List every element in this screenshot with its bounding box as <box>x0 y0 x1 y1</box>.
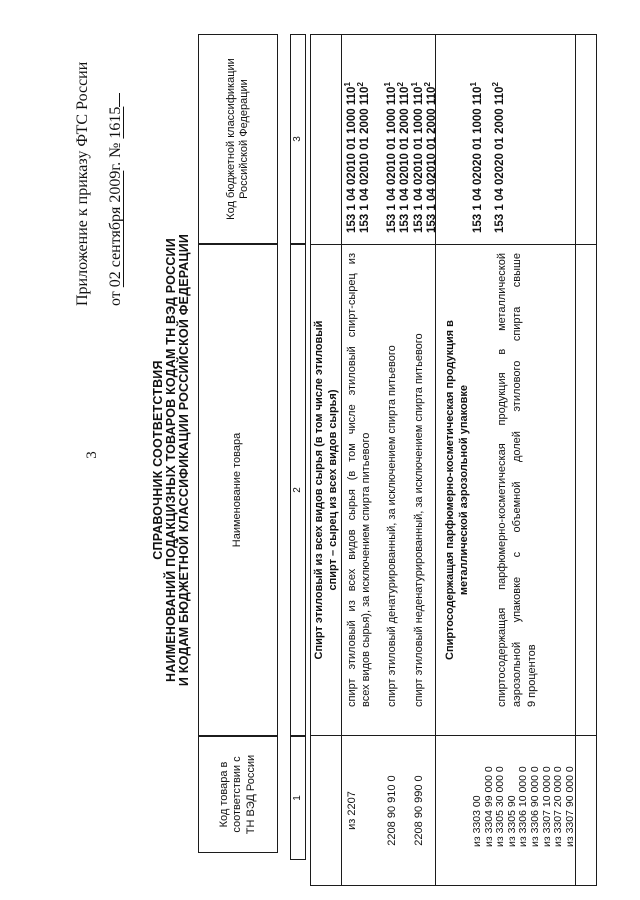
title-line3: И КОДАМ БЮДЖЕТНОЙ КЛАССИФИКАЦИИ РОССИЙСКОЙ ФЕДЕРАЦИИ <box>177 233 191 687</box>
budget-code-line <box>343 35 359 233</box>
product-name-line: спирт этиловый денатурированный, за исключением спирта питьевого <box>386 345 398 707</box>
tn-code-line: из 3305 90 <box>505 795 518 847</box>
column-number-3 <box>290 34 306 244</box>
empty-cell <box>576 736 596 885</box>
section1-header-row <box>311 35 341 885</box>
product-name-line: спиртосодержащая парфюмерно-косметическая продукция в металлической <box>496 253 508 707</box>
header-cell-name-label: Наименование товара <box>231 432 244 548</box>
footnote-mark: 1 <box>383 82 393 87</box>
budget-code-cell <box>383 35 411 244</box>
empty-row <box>575 35 596 885</box>
title-line1: СПРАВОЧНИК СООТВЕТСТВИЯ <box>151 360 165 560</box>
tn-code-line: из 3307 20 000 0 <box>552 766 565 847</box>
column-number-label: 2 <box>292 487 303 493</box>
underline-extension <box>105 93 120 107</box>
header-cell-tn-line: соответствии с <box>231 756 244 833</box>
header-cell-tn-line: Код товара в <box>217 761 230 828</box>
header-cell-budget-line: Российской Федерации <box>238 79 250 199</box>
annex-date: 02 сентября 2009 <box>107 170 124 288</box>
product-name-cell <box>342 244 381 736</box>
budget-code-line <box>356 35 372 233</box>
empty-cell <box>311 35 341 244</box>
header-cell-tn-code <box>198 736 278 853</box>
footnote-mark: 1 <box>343 82 353 87</box>
product-name-line: 9 процентов <box>526 644 538 707</box>
product-name-block <box>495 245 540 735</box>
budget-code-cell <box>410 35 438 244</box>
section1-title-line: Спирт этиловый из всех видов сырья (в том числе этиловый <box>313 320 325 660</box>
column-number-label: 3 <box>292 136 303 142</box>
tn-code-cell: 2208 90 910 0 <box>386 775 398 846</box>
empty-cell <box>576 244 596 736</box>
product-name-line: спирт этиловый из всех видов сырья (в том числе этиловый спирт-сырец из <box>346 253 358 707</box>
budget-code-value: 153 1 04 02010 01 2000 110 <box>399 86 411 233</box>
header-cell-name <box>198 244 278 736</box>
annex-note <box>66 26 132 306</box>
tn-code-line: из 3307 90 000 0 <box>563 766 576 847</box>
section2-name-cell <box>436 244 575 736</box>
product-name-line: спирт этиловый неденатурированный, за исключением спирта питьевого <box>413 333 425 707</box>
footnote-mark: 2 <box>491 82 501 87</box>
document-title <box>152 20 191 900</box>
section1-title-cell <box>311 244 341 736</box>
section2-title-line: Спиртосодержащая парфюмерно-косметическая продукция в <box>444 320 456 660</box>
tn-code-line: из 3306 10 000 0 <box>517 766 530 847</box>
budget-code-cell <box>436 35 575 244</box>
header-cell-tn-line: ТН ВЭД России <box>244 754 257 835</box>
budget-code-line <box>383 35 399 233</box>
section2-title <box>443 245 471 735</box>
tn-code-cell: 2208 90 990 0 <box>413 775 425 846</box>
annex-number: 1615 <box>107 106 124 139</box>
empty-cell <box>576 35 596 244</box>
budget-code-line <box>489 35 511 233</box>
product-name-cell <box>381 244 409 736</box>
annex-line2-mid: г. № <box>107 138 124 171</box>
budget-code-line <box>410 35 426 233</box>
section1-title-line: спирт – сырец из всех видов сырья) <box>327 389 339 591</box>
tn-code-list-cell <box>436 736 575 885</box>
tn-code-line: из 3306 90 000 0 <box>528 766 541 847</box>
footnote-mark: 2 <box>396 82 406 87</box>
column-number-2 <box>290 244 306 736</box>
header-cell-budget-code <box>198 34 278 244</box>
table-row <box>381 35 409 885</box>
tn-code-line: из 3303 00 <box>471 795 483 847</box>
footnote-mark: 1 <box>410 82 420 87</box>
product-name-cell <box>409 244 435 736</box>
budget-code-value: 153 1 04 02010 01 1000 110 <box>346 86 358 233</box>
budget-code-value: 153 1 04 02010 01 1000 110 <box>386 86 398 233</box>
data-table <box>310 34 597 886</box>
tn-code-line: из 3304 99 000 0 <box>482 766 495 847</box>
footnote-mark: 2 <box>423 82 433 87</box>
footnote-mark: 1 <box>469 82 479 87</box>
header-cell-budget-line: Код бюджетной классификации <box>224 58 237 220</box>
budget-code-value: 153 1 04 02010 01 2000 110 <box>426 86 438 233</box>
empty-cell <box>311 736 341 885</box>
section2-block <box>435 35 575 885</box>
column-number-1 <box>290 736 306 860</box>
budget-code-line <box>467 35 489 233</box>
budget-code-value: 153 1 04 02020 01 2000 110 <box>494 86 506 233</box>
page-number: 3 <box>84 451 100 459</box>
column-number-label: 1 <box>292 795 303 801</box>
budget-code-cell <box>343 35 381 244</box>
table-row <box>342 35 381 885</box>
budget-code-value: 153 1 04 02010 01 2000 110 <box>359 86 371 233</box>
footnote-mark: 2 <box>356 82 366 87</box>
tn-code-line: из 3305 30 000 0 <box>494 766 507 847</box>
section2-title-line: металлической аэрозольной упаковке <box>458 384 470 596</box>
annex-line2 <box>99 26 132 306</box>
budget-code-value: 153 1 04 02020 01 1000 110 <box>472 86 484 233</box>
tn-code-line: из 3307 10 000 0 <box>540 766 553 847</box>
product-name-line: всех видов сырья), за исключением спирта питьевого <box>359 432 372 707</box>
budget-code-value: 153 1 04 02010 01 1000 110 <box>413 86 425 233</box>
annex-line2-prefix: от <box>107 287 124 306</box>
annex-line1: Приложение к приказу ФТС России <box>74 61 91 306</box>
section1-rows-block <box>341 35 438 885</box>
table-row <box>409 35 438 885</box>
tn-code-cell: из 2207 <box>346 791 358 830</box>
title-line2: НАИМЕНОВАНИЙ ПОДАКЦИЗНЫХ ТОВАРОВ КОДАМ ТН ВЭД РОССИИ <box>164 238 178 682</box>
product-name-line: аэрозольной упаковке с объемной долей этилового спирта свыше <box>511 253 523 707</box>
